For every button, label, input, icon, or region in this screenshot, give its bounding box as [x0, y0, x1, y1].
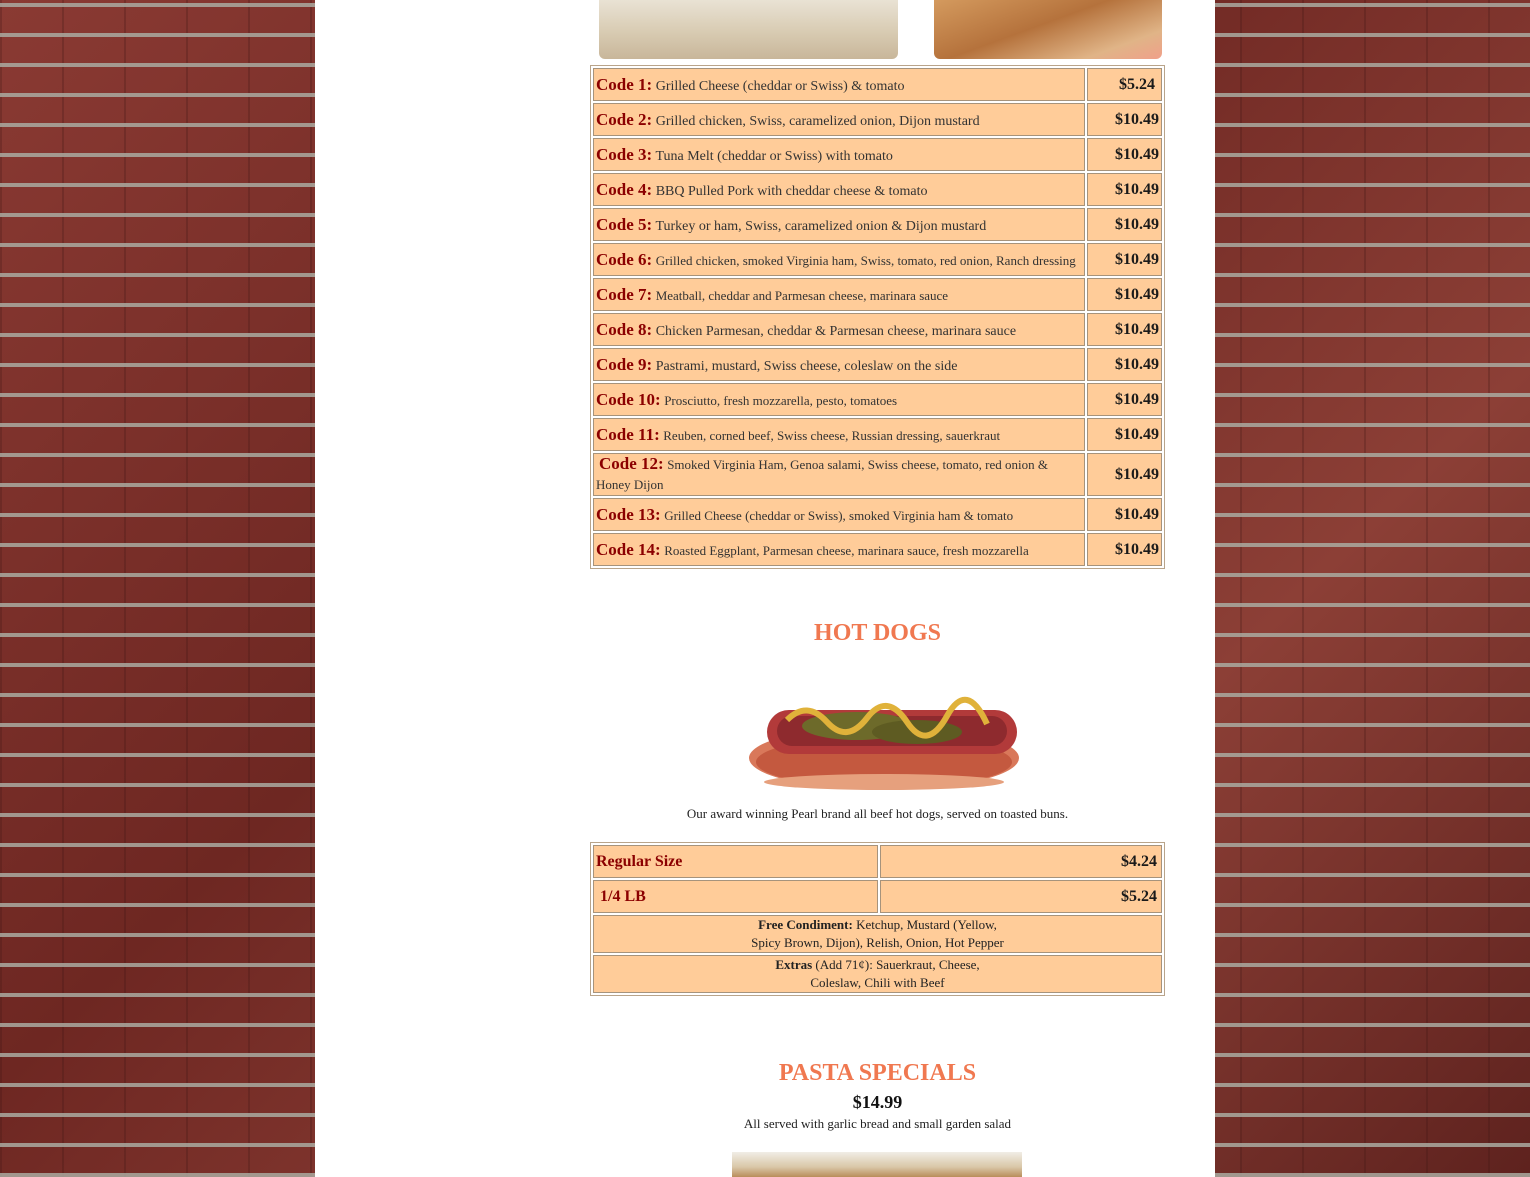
sandwich-code: Code 8: [596, 319, 653, 339]
extras-label: Extras [775, 957, 813, 972]
sandwich-row [593, 208, 1162, 241]
hot-dogs-heading: HOT DOGS [814, 620, 941, 646]
sandwich-row [593, 138, 1162, 171]
sandwich-description-cell [593, 348, 1085, 381]
hot-dog-table [590, 842, 1165, 996]
sandwich-row [593, 173, 1162, 206]
sandwich-description-cell [593, 418, 1085, 451]
sandwich-price: $10.49 [1087, 103, 1162, 136]
pasta-photo [732, 1152, 1022, 1177]
pasta-price: $14.99 [852, 1092, 903, 1112]
sandwich-description: Tuna Melt (cheddar or Swiss) with tomato [655, 148, 893, 164]
condiments-label: Free Condiment: [758, 917, 853, 932]
sandwich-code: Code 7: [596, 284, 653, 304]
sandwich-price: $10.49 [1087, 138, 1162, 171]
pasta-caption: All served with garlic bread and small garden salad [743, 1116, 1012, 1131]
sandwich-description: Smoked Virginia Ham, Genoa salami, Swiss cheese, tomato, red onion & Honey Dijon [596, 457, 1048, 492]
condiments-text: Spicy Brown, Dijon), Relish, Onion, Hot Pepper [751, 935, 1004, 950]
hot-dog-size-label: 1/4 LB [593, 880, 878, 913]
sandwich-price: $10.49 [1087, 533, 1162, 566]
hot-dog-price: $5.24 [880, 880, 1162, 913]
sandwich-description: Pastrami, mustard, Swiss cheese, coleslaw on the side [655, 358, 958, 374]
sandwich-row [593, 348, 1162, 381]
sandwich-description-cell [593, 278, 1085, 311]
sandwich-description-cell [593, 173, 1085, 206]
sandwich-code: Code 9: [596, 354, 653, 374]
sandwich-price: $10.49 [1087, 278, 1162, 311]
sandwich-row [593, 313, 1162, 346]
hot-dog-row-quarter-lb [593, 880, 1162, 913]
sandwich-price: $10.49 [1087, 498, 1162, 531]
sandwich-price: $10.49 [1087, 208, 1162, 241]
sandwich-code: Code 5: [596, 214, 653, 234]
sandwich-description: Reuben, corned beef, Swiss cheese, Russian dressing, sauerkraut [663, 427, 1001, 443]
sandwich-code: Code 12: [599, 454, 664, 473]
sandwich-description-cell [593, 208, 1085, 241]
pasta-specials-heading: PASTA SPECIALS [778, 1060, 977, 1086]
condiments-text: Ketchup, Mustard (Yellow, [852, 917, 997, 932]
sandwich-description: Grilled Cheese (cheddar or Swiss) & tomato [655, 78, 905, 94]
sandwich-price: $10.49 [1087, 348, 1162, 381]
sandwich-price: $10.49 [1087, 313, 1162, 346]
sandwich-description: Grilled Cheese (cheddar or Swiss), smoked Virginia ham & tomato [664, 507, 1014, 523]
hot-dog-price: $4.24 [880, 845, 1162, 878]
sandwich-row [593, 68, 1162, 101]
sandwich-row [593, 533, 1162, 566]
sandwich-row [593, 103, 1162, 136]
condiments-cell [593, 915, 1162, 953]
sandwich-price: $10.49 [1087, 173, 1162, 206]
sandwich-description: Roasted Eggplant, Parmesan cheese, marinara sauce, fresh mozzarella [664, 542, 1029, 558]
extras-text: (Add 71¢): Sauerkraut, Cheese, [812, 957, 980, 972]
sandwich-price: $10.49 [1087, 383, 1162, 416]
sandwich-menu-table [590, 65, 1165, 569]
sandwich-description: Grilled chicken, smoked Virginia ham, Swiss, tomato, red onion, Ranch dressing [655, 252, 1076, 268]
sandwich-description-cell [593, 383, 1085, 416]
sandwich-description: Prosciutto, fresh mozzarella, pesto, tomatoes [664, 392, 898, 408]
sandwich-code: Code 6: [596, 249, 653, 269]
sandwich-code: Code 2: [596, 109, 653, 129]
sandwich-code: Code 11: [596, 424, 660, 444]
sandwich-description: Chicken Parmesan, cheddar & Parmesan cheese, marinara sauce [655, 323, 1017, 339]
sandwich-description-cell [593, 498, 1085, 531]
sandwich-row [593, 243, 1162, 276]
sandwich-description: Grilled chicken, Swiss, caramelized onion, Dijon mustard [655, 113, 980, 129]
sandwich-description: Turkey or ham, Swiss, caramelized onion & Dijon mustard [655, 218, 987, 234]
sandwich-photos [590, 0, 1165, 59]
sandwich-code: Code 3: [596, 144, 653, 164]
sandwich-code: Code 14: [596, 539, 661, 559]
sandwich-code: Code 13: [596, 504, 661, 524]
sandwich-photo-right [934, 0, 1162, 59]
extras-text: Coleslaw, Chili with Beef [810, 975, 945, 990]
hot-dog-row-regular [593, 845, 1162, 878]
condiments-row [593, 915, 1162, 953]
sandwich-row [593, 498, 1162, 531]
sandwich-description-cell [593, 313, 1085, 346]
sandwich-description-cell [593, 103, 1085, 136]
sandwich-code: Code 1: [596, 74, 653, 94]
sandwich-description-cell [593, 533, 1085, 566]
extras-cell [593, 955, 1162, 993]
sandwich-description-cell [593, 68, 1085, 101]
page-body [315, 0, 1215, 1177]
sandwich-price: $10.49 [1087, 418, 1162, 451]
sandwich-row [593, 418, 1162, 451]
extras-row [593, 955, 1162, 993]
sandwich-photo-left [599, 0, 898, 59]
sandwich-row [593, 453, 1162, 496]
sandwich-description-cell [593, 138, 1085, 171]
sandwich-price: $5.24 [1087, 68, 1162, 101]
sandwich-description-cell [593, 453, 1085, 496]
sandwich-description: Meatball, cheddar and Parmesan cheese, marinara sauce [655, 287, 949, 303]
hot-dog-size-label: Regular Size [593, 845, 878, 878]
sandwich-price: $10.49 [1087, 453, 1162, 496]
sandwich-row [593, 383, 1162, 416]
sandwich-code: Code 10: [596, 389, 661, 409]
sandwich-price: $10.49 [1087, 243, 1162, 276]
sandwich-code: Code 4: [596, 179, 653, 199]
hot-dog-caption: Our award winning Pearl brand all beef hot dogs, served on toasted buns. [686, 806, 1069, 821]
hot-dog-photo [747, 670, 1021, 793]
sandwich-row [593, 278, 1162, 311]
sandwich-description: BBQ Pulled Pork with cheddar cheese & tomato [655, 183, 928, 199]
sandwich-description-cell [593, 243, 1085, 276]
